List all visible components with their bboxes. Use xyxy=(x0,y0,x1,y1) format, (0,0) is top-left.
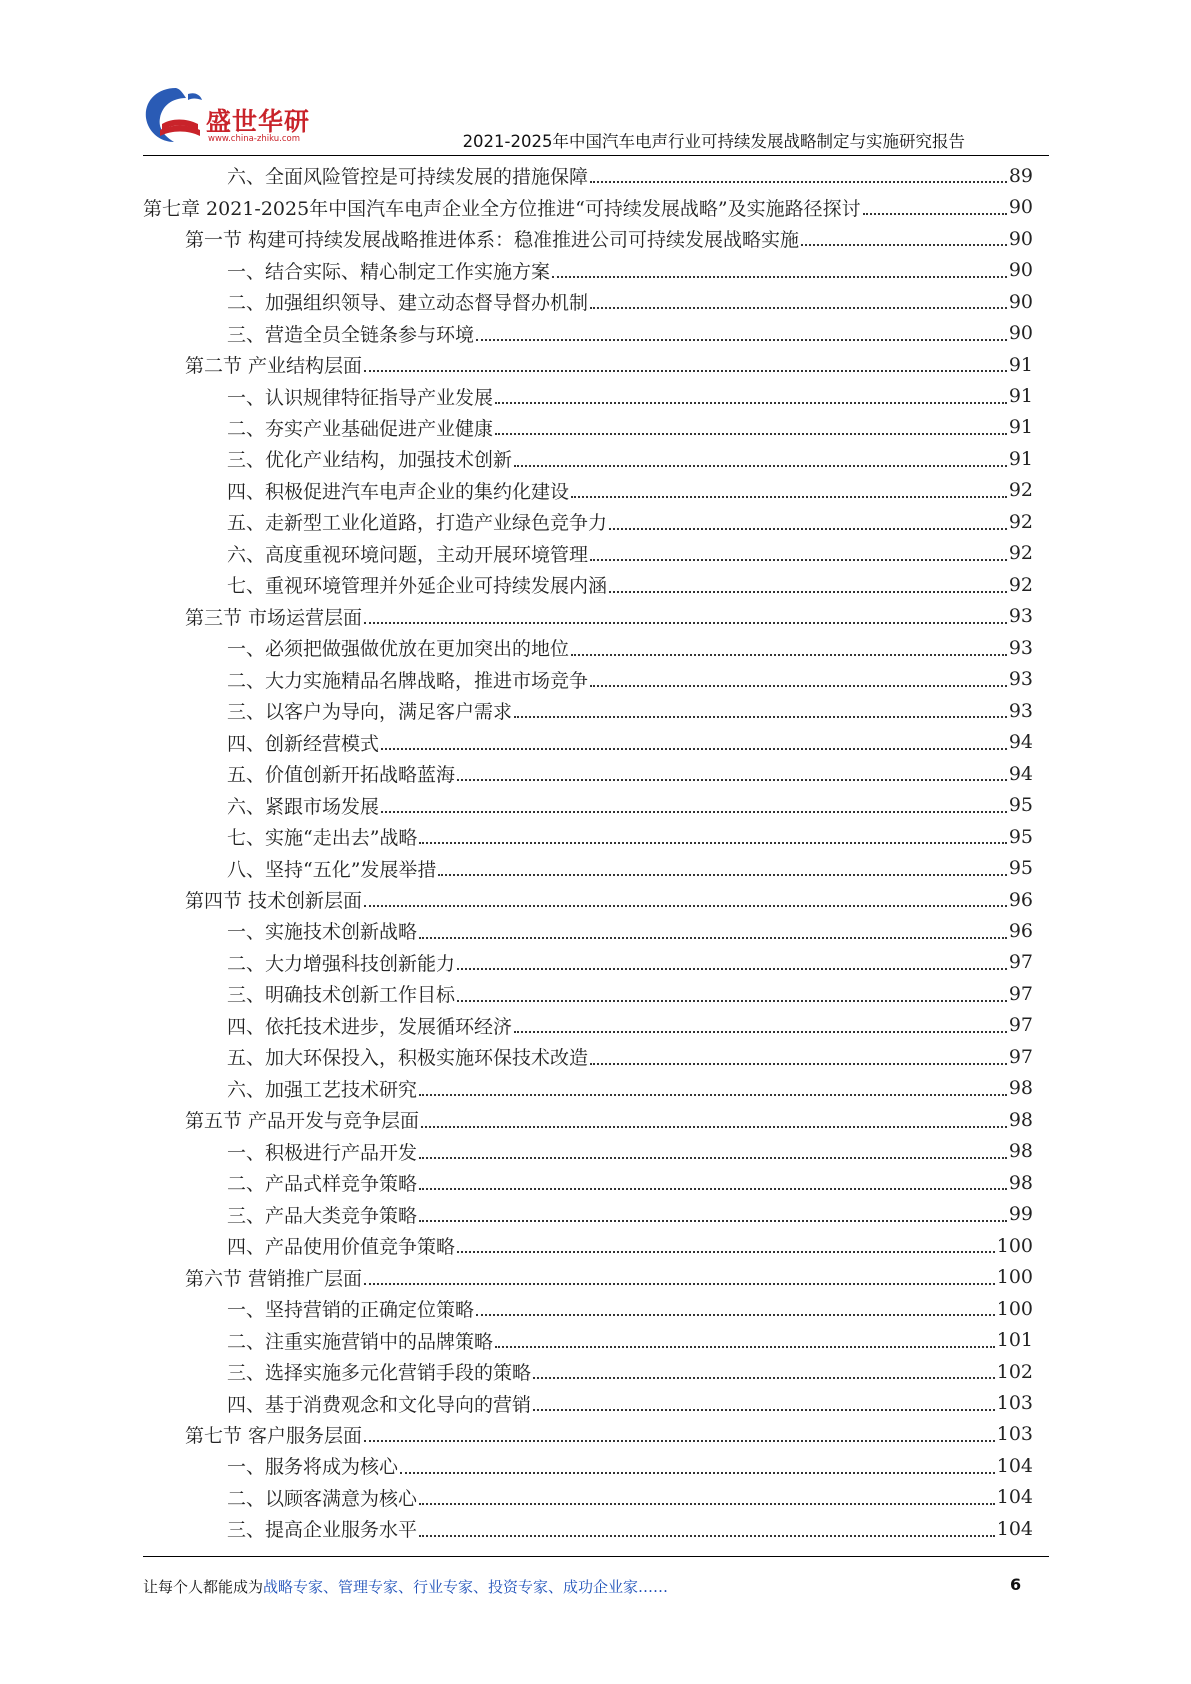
toc-entry-title: 一、积极进行产品开发 xyxy=(227,1141,418,1164)
toc-entry-page: 93 xyxy=(1008,636,1033,659)
toc-entry-page: 98 xyxy=(1008,1108,1033,1131)
toc-leader-dots xyxy=(590,180,1007,183)
toc-entry-page: 101 xyxy=(996,1329,1033,1352)
toc-leader-dots xyxy=(514,1030,1007,1033)
toc-entry[interactable] xyxy=(143,380,1033,411)
toc-entry-page: 98 xyxy=(1008,1140,1033,1163)
toc-entry-title: 三、优化产业结构，加强技术创新 xyxy=(227,449,513,472)
toc-entry[interactable] xyxy=(143,1387,1033,1418)
header-rule xyxy=(143,155,1049,156)
toc-entry[interactable] xyxy=(143,884,1033,915)
toc-entry[interactable] xyxy=(143,1450,1033,1481)
toc-leader-dots xyxy=(457,967,1007,970)
logo-emblem-icon xyxy=(142,84,212,148)
toc-entry-page: 93 xyxy=(1008,605,1033,628)
toc-entry-title: 四、产品使用价值竞争策略 xyxy=(227,1236,456,1259)
toc-leader-dots xyxy=(457,778,1007,781)
toc-leader-dots xyxy=(364,904,1007,907)
toc-entry-page: 95 xyxy=(1008,825,1033,848)
toc-entry-page: 104 xyxy=(996,1454,1033,1477)
toc-entry-title: 第七节 客户服务层面 xyxy=(185,1424,363,1447)
toc-entry-title: 四、基于消费观念和文化导向的营销 xyxy=(227,1393,532,1416)
toc-entry-title: 一、坚持营销的正确定位策略 xyxy=(227,1299,475,1322)
toc-entry-title: 三、提高企业服务水平 xyxy=(227,1519,418,1542)
toc-entry-title: 三、产品大类竞争策略 xyxy=(227,1204,418,1227)
toc-leader-dots xyxy=(400,1471,995,1474)
toc-entry-page: 96 xyxy=(1008,919,1033,942)
toc-entry[interactable] xyxy=(143,758,1033,789)
toc-entry[interactable] xyxy=(143,789,1033,820)
toc-entry[interactable] xyxy=(143,1136,1033,1167)
toc-leader-dots xyxy=(476,338,1007,341)
toc-entry-title: 第四节 技术创新层面 xyxy=(185,890,363,913)
toc-entry-page: 95 xyxy=(1008,794,1033,817)
toc-entry[interactable] xyxy=(143,349,1033,380)
toc-entry[interactable] xyxy=(143,852,1033,883)
toc-entry-page: 91 xyxy=(1008,353,1033,376)
toc-entry-title: 四、创新经营模式 xyxy=(227,732,380,755)
toc-leader-dots xyxy=(495,432,1007,435)
toc-entry[interactable] xyxy=(143,1073,1033,1104)
toc-entry[interactable] xyxy=(143,821,1033,852)
toc-entry-title: 三、明确技术创新工作目标 xyxy=(227,984,456,1007)
toc-leader-dots xyxy=(863,212,1007,215)
toc-leader-dots xyxy=(364,369,1007,372)
toc-entry[interactable] xyxy=(143,1167,1033,1198)
toc-entry-page: 91 xyxy=(1008,385,1033,408)
toc-entry[interactable] xyxy=(143,978,1033,1009)
toc-entry[interactable] xyxy=(143,1513,1033,1544)
toc-leader-dots xyxy=(590,1062,1007,1065)
toc-leader-dots xyxy=(438,873,1006,876)
toc-entry-page: 99 xyxy=(1008,1203,1033,1226)
toc-entry-page: 91 xyxy=(1008,447,1033,470)
toc-entry-page: 104 xyxy=(996,1517,1033,1540)
toc-entry-page: 94 xyxy=(1008,731,1033,754)
toc-leader-dots xyxy=(571,495,1007,498)
toc-entry[interactable] xyxy=(143,1230,1033,1261)
toc-leader-dots xyxy=(419,936,1007,939)
toc-leader-dots xyxy=(609,527,1007,530)
toc-leader-dots xyxy=(419,1502,995,1505)
toc-entry[interactable] xyxy=(143,1482,1033,1513)
toc-leader-dots xyxy=(533,1376,995,1379)
toc-entry-title: 七、实施“走出去”战略 xyxy=(227,827,418,850)
toc-entry-title: 二、夯实产业基础促进产业健康 xyxy=(227,417,494,440)
toc-entry-title: 六、全面风险管控是可持续发展的措施保障 xyxy=(227,166,589,189)
toc-entry-title: 一、结合实际、精心制定工作实施方案 xyxy=(227,260,551,283)
toc-entry-title: 六、加强工艺技术研究 xyxy=(227,1078,418,1101)
toc-entry[interactable] xyxy=(143,1293,1033,1324)
toc-entry-page: 100 xyxy=(996,1297,1033,1320)
toc-entry[interactable] xyxy=(143,1198,1033,1229)
toc-entry[interactable] xyxy=(143,317,1033,348)
toc-leader-dots xyxy=(419,1534,995,1537)
toc-entry-title: 三、选择实施多元化营销手段的策略 xyxy=(227,1362,532,1385)
toc-entry-title: 二、产品式样竞争策略 xyxy=(227,1173,418,1196)
toc-leader-dots xyxy=(364,621,1007,624)
toc-entry[interactable] xyxy=(143,160,1033,191)
toc-entry[interactable] xyxy=(143,1041,1033,1072)
toc-entry-title: 第七章 2021-2025年中国汽车电声企业全方位推进“可持续发展战略”及实施路径探讨 xyxy=(143,197,861,220)
toc-leader-dots xyxy=(457,1250,995,1253)
toc-entry[interactable] xyxy=(143,1010,1033,1041)
toc-entry[interactable] xyxy=(143,223,1033,254)
toc-entry-page: 102 xyxy=(996,1360,1033,1383)
toc-leader-dots xyxy=(533,1408,995,1411)
toc-entry[interactable] xyxy=(143,664,1033,695)
toc-entry[interactable] xyxy=(143,947,1033,978)
toc-entry-title: 五、走新型工业化道路，打造产业绿色竞争力 xyxy=(227,512,608,535)
toc-entry-page: 90 xyxy=(1008,259,1033,282)
toc-entry-title: 四、积极促进汽车电声企业的集约化建设 xyxy=(227,480,570,503)
toc-entry-page: 91 xyxy=(1008,416,1033,439)
toc-leader-dots xyxy=(457,999,1007,1002)
toc-entry-page: 93 xyxy=(1008,699,1033,722)
toc-entry-title: 二、大力实施精品名牌战略，推进市场竞争 xyxy=(227,669,589,692)
toc-entry-title: 六、高度重视环境问题，主动开展环境管理 xyxy=(227,543,589,566)
toc-leader-dots xyxy=(590,306,1007,309)
toc-entry-page: 97 xyxy=(1008,1045,1033,1068)
toc-entry-title: 二、加强组织领导、建立动态督导督办机制 xyxy=(227,292,589,315)
toc-leader-dots xyxy=(364,1439,995,1442)
toc-entry[interactable] xyxy=(143,695,1033,726)
toc-leader-dots xyxy=(381,810,1007,813)
toc-entry-title: 第六节 营销推广层面 xyxy=(185,1267,363,1290)
toc-entry-page: 95 xyxy=(1008,857,1033,880)
page-header xyxy=(0,0,1191,160)
toc-entry-title: 一、服务将成为核心 xyxy=(227,1456,399,1479)
toc-entry-page: 90 xyxy=(1008,196,1033,219)
toc-entry[interactable] xyxy=(143,632,1033,663)
toc-entry-title: 四、依托技术进步，发展循环经济 xyxy=(227,1015,513,1038)
toc-leader-dots xyxy=(421,1125,1007,1128)
toc-entry-page: 98 xyxy=(1008,1171,1033,1194)
page-number: 6 xyxy=(1010,1575,1022,1594)
slogan-prefix: 让每个人都能成为 xyxy=(143,1578,264,1596)
toc-entry[interactable] xyxy=(143,915,1033,946)
toc-entry-page: 92 xyxy=(1008,573,1033,596)
toc-entry-title: 五、价值创新开拓战略蓝海 xyxy=(227,764,456,787)
brand-name: 盛世华研 xyxy=(206,107,311,136)
toc-entry-page: 90 xyxy=(1008,290,1033,313)
toc-entry-page: 103 xyxy=(996,1423,1033,1446)
toc-entry-page: 100 xyxy=(996,1266,1033,1289)
site-url: www.china-zhiku.com xyxy=(208,134,300,144)
report-title: 2021-2025年中国汽车电声行业可持续发展战略制定与实施研究报告 xyxy=(462,132,965,151)
toc-entry-title: 第三节 市场运营层面 xyxy=(185,606,363,629)
table-of-contents xyxy=(143,160,1033,1545)
toc-entry-page: 92 xyxy=(1008,510,1033,533)
toc-entry[interactable] xyxy=(143,538,1033,569)
toc-entry-title: 八、坚持“五化”发展举措 xyxy=(227,858,437,881)
toc-entry[interactable] xyxy=(143,191,1033,222)
toc-leader-dots xyxy=(590,684,1007,687)
toc-entry-title: 第一节 构建可持续发展战略推进体系：稳准推进公司可持续发展战略实施 xyxy=(185,229,800,252)
toc-entry[interactable] xyxy=(143,475,1033,506)
toc-entry-title: 一、认识规律特征指导产业发展 xyxy=(227,386,494,409)
toc-entry-title: 三、营造全员全链条参与环境 xyxy=(227,323,475,346)
toc-leader-dots xyxy=(419,1219,1007,1222)
toc-leader-dots xyxy=(514,715,1007,718)
toc-entry-page: 92 xyxy=(1008,479,1033,502)
toc-entry-page: 96 xyxy=(1008,888,1033,911)
toc-entry[interactable] xyxy=(143,443,1033,474)
toc-entry-page: 104 xyxy=(996,1486,1033,1509)
toc-entry[interactable] xyxy=(143,286,1033,317)
toc-entry-page: 90 xyxy=(1008,322,1033,345)
company-logo xyxy=(142,84,322,148)
toc-entry-title: 第二节 产业结构层面 xyxy=(185,355,363,378)
toc-entry-title: 第五节 产品开发与竞争层面 xyxy=(185,1110,420,1133)
toc-entry-page: 98 xyxy=(1008,1077,1033,1100)
toc-entry-page: 93 xyxy=(1008,668,1033,691)
toc-entry-title: 六、紧跟市场发展 xyxy=(227,795,380,818)
footer-rule xyxy=(143,1556,1049,1557)
toc-entry-page: 97 xyxy=(1008,982,1033,1005)
toc-entry[interactable] xyxy=(143,412,1033,443)
toc-entry-title: 二、注重实施营销中的品牌策略 xyxy=(227,1330,494,1353)
toc-entry-page: 89 xyxy=(1008,164,1033,187)
toc-entry[interactable] xyxy=(143,601,1033,632)
toc-leader-dots xyxy=(495,401,1007,404)
toc-entry-title: 七、重视环境管理并外延企业可持续发展内涵 xyxy=(227,575,608,598)
toc-entry-title: 二、以顾客满意为核心 xyxy=(227,1487,418,1510)
slogan-highlight: 战略专家、管理专家、行业专家、投资专家、成功企业家…… xyxy=(263,1578,669,1596)
toc-leader-dots xyxy=(419,1156,1007,1159)
toc-entry-page: 97 xyxy=(1008,951,1033,974)
toc-leader-dots xyxy=(419,1187,1007,1190)
toc-entry[interactable] xyxy=(143,1419,1033,1450)
toc-entry[interactable] xyxy=(143,254,1033,285)
toc-entry[interactable] xyxy=(143,569,1033,600)
toc-entry[interactable] xyxy=(143,1324,1033,1355)
toc-entry[interactable] xyxy=(143,1104,1033,1135)
toc-entry-page: 90 xyxy=(1008,227,1033,250)
toc-leader-dots xyxy=(571,653,1007,656)
toc-entry[interactable] xyxy=(143,1261,1033,1292)
footer-slogan xyxy=(143,1576,668,1597)
toc-entry-page: 92 xyxy=(1008,542,1033,565)
toc-leader-dots xyxy=(514,464,1007,467)
toc-leader-dots xyxy=(381,747,1007,750)
toc-entry-page: 103 xyxy=(996,1392,1033,1415)
toc-entry-title: 五、加大环保投入，积极实施环保技术改造 xyxy=(227,1047,589,1070)
toc-entry[interactable] xyxy=(143,506,1033,537)
toc-leader-dots xyxy=(801,243,1007,246)
toc-leader-dots xyxy=(476,1313,995,1316)
toc-leader-dots xyxy=(495,1345,995,1348)
toc-leader-dots xyxy=(419,841,1006,844)
toc-entry-title: 一、实施技术创新战略 xyxy=(227,921,418,944)
toc-entry-title: 二、大力增强科技创新能力 xyxy=(227,952,456,975)
toc-entry-page: 94 xyxy=(1008,762,1033,785)
toc-entry-page: 97 xyxy=(1008,1014,1033,1037)
toc-leader-dots xyxy=(609,590,1007,593)
toc-leader-dots xyxy=(590,558,1007,561)
toc-leader-dots xyxy=(552,275,1007,278)
toc-leader-dots xyxy=(419,1093,1007,1096)
toc-leader-dots xyxy=(364,1282,995,1285)
toc-entry[interactable] xyxy=(143,726,1033,757)
toc-entry-title: 一、必须把做强做优放在更加突出的地位 xyxy=(227,638,570,661)
toc-entry-title: 三、以客户为导向，满足客户需求 xyxy=(227,701,513,724)
toc-entry[interactable] xyxy=(143,1356,1033,1387)
toc-entry-page: 100 xyxy=(996,1234,1033,1257)
